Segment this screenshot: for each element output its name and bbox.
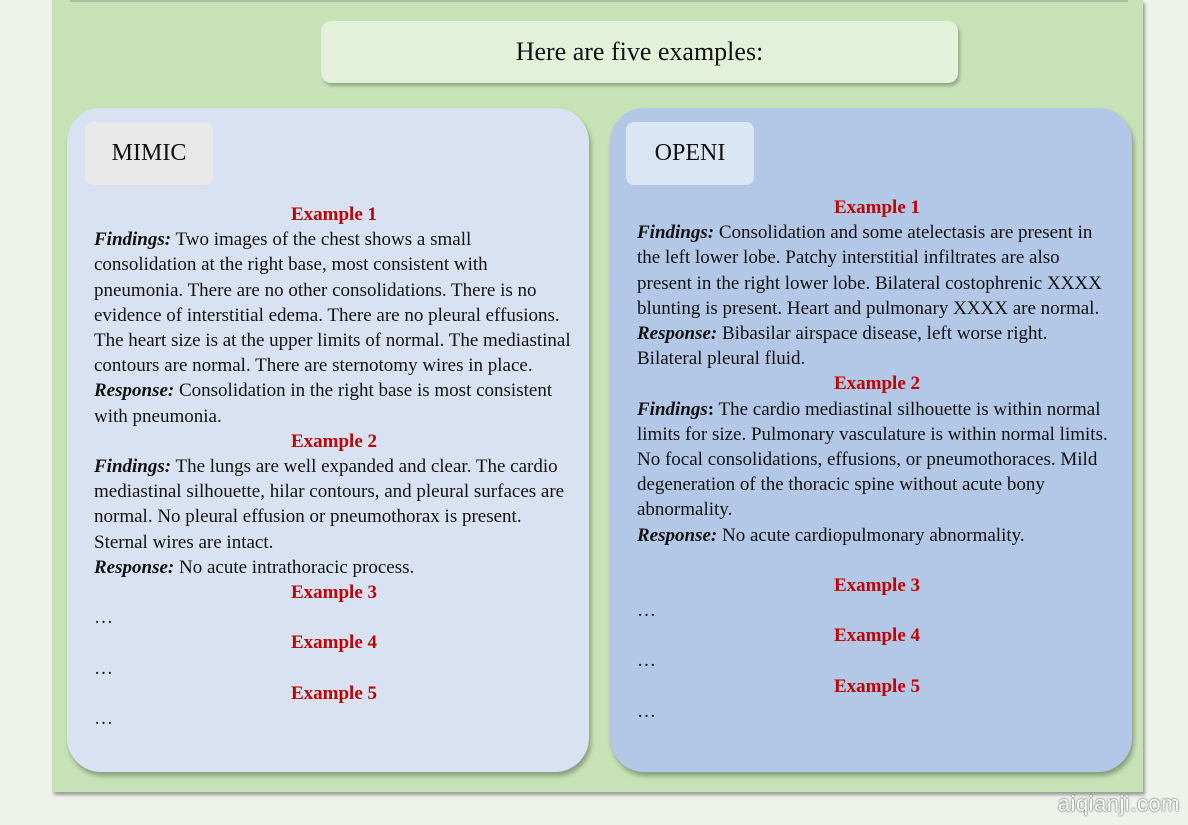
response-label: Response:: [94, 556, 175, 578]
example-ellipsis: …: [94, 607, 113, 629]
example-title: Example 2: [833, 373, 921, 395]
response-text: No acute cardiopulmonary abnormality.: [717, 524, 1025, 546]
example-title: Example 3: [290, 582, 378, 604]
example-response: [637, 523, 1117, 548]
example-body: [94, 454, 574, 555]
panel-content: [94, 202, 574, 731]
example-title: Example 1: [833, 197, 921, 218]
example-ellipsis: …: [637, 650, 656, 672]
response-label: Response:: [637, 323, 718, 345]
example-title: Example 4: [290, 632, 378, 654]
example-body: [94, 227, 574, 378]
top-divider: [70, 0, 1128, 2]
openi-panel: [610, 108, 1132, 772]
header-title: Here are five examples:: [515, 37, 764, 66]
findings-text: Two images of the chest shows a small consolidation at the right base, most consistent with pneumonia. There are no other consolidations. There is no evidence of interstitial edema. There are no pleural effusions. The heart size is at the upper limits of normal. The mediastinal contours are normal. There are sternotomy wires in place.: [94, 229, 571, 377]
panel-content: [637, 195, 1117, 724]
findings-text: The cardio mediastinal silhouette is within normal limits for size. Pulmonary vasculature is within normal limits. No focal consolidations, effusions, or pneumothoraces. Mild degeneration of the thoracic spine without acute bony abnormality.: [637, 398, 1108, 521]
findings-label: Findings:: [637, 222, 715, 244]
example-ellipsis: …: [637, 600, 656, 622]
findings-text: The lungs are well expanded and clear. The cardio mediastinal silhouette, hilar contours, and pleural surfaces are normal. No pleural effusion or pneumothorax is present. Sternal wires are intact.: [94, 456, 565, 553]
panel-tag-label: MIMIC: [111, 140, 187, 166]
panel-tag: [85, 122, 213, 185]
watermark-text: aiqianji.com: [1057, 791, 1180, 816]
findings-colon: :: [707, 398, 715, 420]
response-text: No acute intrathoracic process.: [174, 556, 415, 578]
example-response: [94, 378, 574, 428]
example-body: [637, 397, 1117, 523]
findings-label: Findings: [637, 398, 708, 420]
response-text: Consolidation in the right base is most consistent with pneumonia.: [94, 380, 553, 427]
header-banner: [321, 21, 958, 83]
example-ellipsis: …: [94, 708, 113, 730]
panel-tag-label: OPENI: [654, 140, 726, 166]
mimic-panel: [67, 108, 589, 772]
findings-label: Findings:: [94, 456, 172, 478]
example-title: Example 2: [290, 430, 378, 452]
example-body: [637, 220, 1117, 321]
response-label: Response:: [637, 524, 718, 546]
example-title: Example 3: [833, 574, 921, 596]
response-label: Response:: [94, 380, 175, 402]
findings-label: Findings:: [94, 229, 172, 251]
example-ellipsis: …: [94, 657, 113, 679]
example-title: Example 5: [833, 675, 921, 697]
example-ellipsis: …: [637, 700, 656, 722]
example-title: Example 1: [290, 204, 378, 225]
example-response: [94, 555, 574, 580]
response-text: Bibasilar airspace disease, left worse right. Bilateral pleural fluid.: [637, 323, 1048, 370]
findings-text: Consolidation and some atelectasis are present in the left lower lobe. Patchy interstitial infiltrates are also present in the right lower lobe. Bilateral costophrenic XXXX blunting is present. Heart and pulmonary XXXX are normal.: [637, 222, 1102, 319]
example-response: [637, 321, 1117, 371]
spacer: [637, 548, 1117, 573]
example-title: Example 4: [833, 625, 921, 647]
example-title: Example 5: [290, 682, 378, 704]
panel-tag: [626, 122, 754, 185]
